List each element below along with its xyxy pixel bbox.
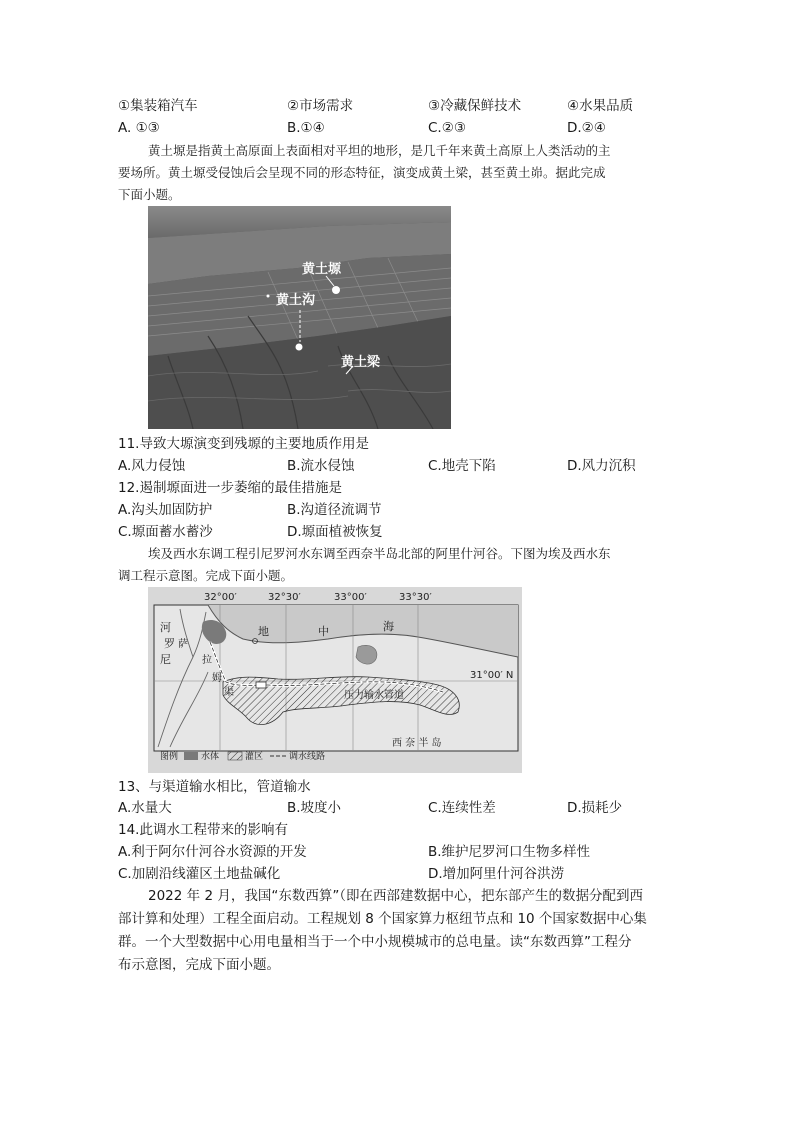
answer-a: A. ①③ [118, 120, 160, 136]
photo-label-liang: 黄土梁 [341, 355, 381, 370]
q12-option-c: C.塬面蓄水蓄沙 [118, 524, 213, 540]
pipeline-label: 压力输水管道 [344, 690, 404, 701]
q12-option-a: A.沟头加固防护 [118, 502, 213, 518]
lon-label-3: 33°00′ [334, 592, 367, 603]
sea-char-2: 中 [318, 625, 329, 638]
egypt-passage-line-2: 调工程示意图。完成下面小题。 [118, 568, 294, 583]
q13-stem: 13、与渠道输水相比，管道输水 [118, 779, 311, 795]
q12-stem: 12.遏制塬面进一步萎缩的最佳措施是 [118, 480, 342, 496]
q11-option-c: C.地壳下陷 [428, 458, 496, 474]
q13-option-c: C.连续性差 [428, 800, 496, 816]
peninsula-label: 西 奈 半 岛 [392, 738, 442, 749]
river-char-2: 罗 [164, 637, 175, 650]
lon-label-4: 33°30′ [399, 592, 432, 603]
option-3: ③冷藏保鲜技术 [428, 98, 522, 114]
canal-char-3: 姆 [212, 673, 222, 684]
legend-title: 图例 [160, 752, 179, 762]
q13-option-a: A.水量大 [118, 800, 172, 816]
canal-char-1: 萨 [178, 639, 188, 650]
lon-label-2: 32°30′ [268, 592, 301, 603]
egypt-water-transfer-map [148, 587, 522, 773]
river-char-3: 尼 [160, 653, 171, 666]
answer-d: D.②④ [567, 120, 606, 136]
data-passage-line-3: 群。一个大型数据中心用电量相当于一个中小规模城市的总电量。读“东数西算”工程分 [118, 934, 632, 950]
loess-passage-line-1: 黄土塬是指黄土高原面上表面相对平坦的地形，是几千年来黄土高原上人类活动的主 [148, 143, 611, 158]
legend-water: 水体 [201, 752, 220, 762]
q14-option-c: C.加剧沿线灌区土地盐碱化 [118, 866, 281, 882]
sea-char-1: 地 [258, 625, 269, 638]
lat-label: 31°00′ N [470, 670, 514, 681]
canal-char-4: 渠 [224, 687, 234, 698]
lon-label-1: 32°00′ [204, 592, 237, 603]
canal-char-2: 拉 [202, 655, 212, 666]
q11-stem: 11.导致大塬演变到残塬的主要地质作用是 [118, 436, 369, 452]
data-passage-line-1: 2022 年 2 月，我国“东数西算”（即在西部建数据中心，把东部产生的数据分配到西 [148, 888, 644, 904]
loess-passage-line-3: 下面小题。 [118, 187, 181, 202]
answer-c: C.②③ [428, 120, 466, 136]
q11-option-a: A.风力侵蚀 [118, 458, 186, 474]
sea-char-3: 海 [383, 620, 394, 633]
loess-passage-line-2: 要场所。黄土塬受侵蚀后会呈现不同的形态特征，演变成黄土梁，甚至黄土峁。据此完成 [118, 165, 606, 180]
photo-label-yuan: 黄土塬 [302, 262, 342, 277]
q14-stem: 14.此调水工程带来的影响有 [118, 822, 288, 838]
legend-route: 调水线路 [289, 752, 326, 762]
legend-irrigation: 灌区 [245, 752, 264, 762]
q12-option-b: B.沟道径流调节 [287, 502, 382, 518]
data-passage-line-2: 部计算和处理）工程全面启动。工程规划 8 个国家算力枢纽节点和 10 个国家数据中心集 [118, 911, 647, 927]
option-1: ①集装箱汽车 [118, 98, 198, 114]
egypt-passage-line-1: 埃及西水东调工程引尼罗河水东调至西奈半岛北部的阿里什河谷。下图为埃及西水东 [148, 546, 611, 561]
q11-option-d: D.风力沉积 [567, 458, 636, 474]
answer-b: B.①④ [287, 120, 325, 136]
option-2: ②市场需求 [287, 98, 354, 114]
loess-photo [148, 206, 451, 429]
q14-option-a: A.利于阿尔什河谷水资源的开发 [118, 844, 307, 860]
q12-option-d: D.塬面植被恢复 [287, 524, 383, 540]
q14-option-b: B.维护尼罗河口生物多样性 [428, 844, 591, 860]
photo-label-gou: 黄土沟 [276, 293, 316, 308]
q11-option-b: B.流水侵蚀 [287, 458, 355, 474]
option-4: ④水果品质 [567, 98, 634, 114]
q14-option-d: D.增加阿里什河谷洪涝 [428, 866, 565, 882]
data-passage-line-4: 布示意图，完成下面小题。 [118, 957, 280, 973]
river-char-1: 河 [160, 621, 171, 634]
q13-option-d: D.损耗少 [567, 800, 623, 816]
q13-option-b: B.坡度小 [287, 800, 342, 816]
